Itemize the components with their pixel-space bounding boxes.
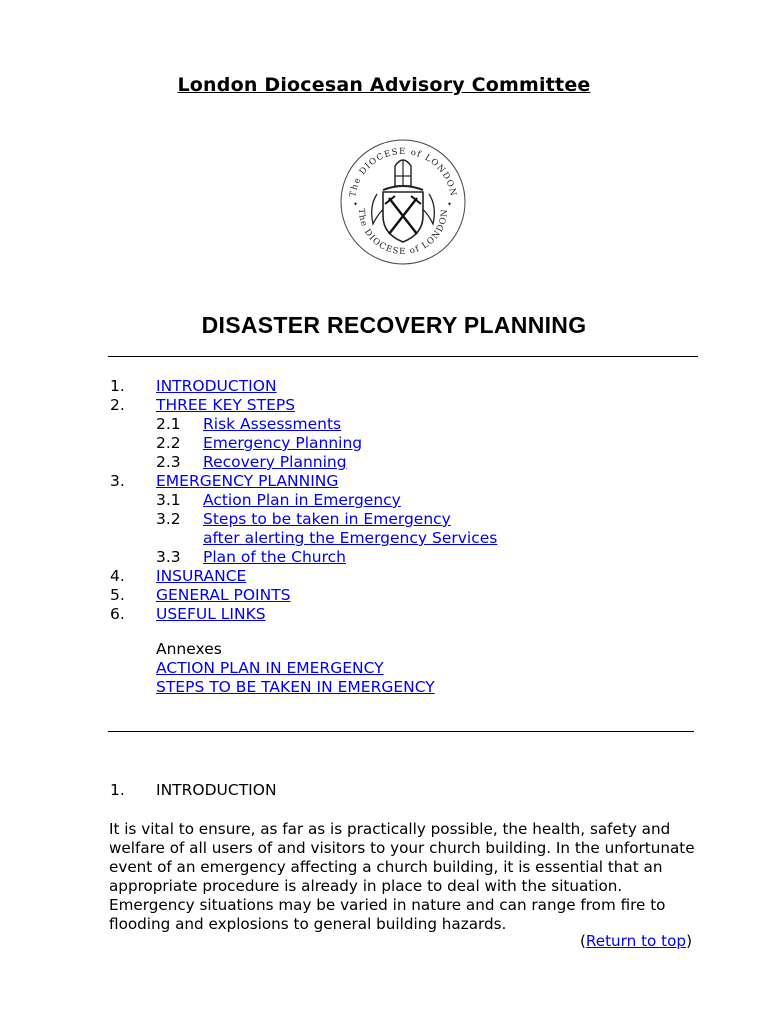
toc-number: 2.1 bbox=[156, 415, 181, 433]
toc-number: 3.2 bbox=[156, 510, 181, 528]
return-to-top-line bbox=[580, 932, 692, 951]
toc-number: 5. bbox=[110, 586, 125, 604]
organization-heading: London Diocesan Advisory Committee bbox=[177, 74, 591, 96]
return-to-top-link[interactable]: Return to top bbox=[585, 932, 687, 950]
annex-link-steps-in-emergency[interactable]: STEPS TO BE TAKEN IN EMERGENCY bbox=[156, 678, 435, 696]
return-close-paren: ) bbox=[686, 932, 692, 950]
toc-link-risk-assessments[interactable]: Risk Assessments bbox=[203, 415, 342, 433]
toc-link-action-plan[interactable]: Action Plan in Emergency bbox=[203, 491, 401, 509]
svg-text:The DIOCESE of LONDON: The DIOCESE of LONDON bbox=[355, 208, 451, 258]
toc-link-emergency-planning-section[interactable]: EMERGENCY PLANNING bbox=[156, 472, 339, 490]
introduction-paragraph: It is vital to ensure, as far as is practically possible, the health, safety and welfare of all users of and visitors to your church building. In the unfortunate event of an emergency affecting a church building, it is essential that an appropriate procedure is already in place to deal with the situation. Emergency situations may be varied in nature and can range from fire to flooding and explosions to general building hazards. bbox=[109, 820, 695, 933]
toc-link-useful-links[interactable]: USEFUL LINKS bbox=[156, 605, 266, 623]
title-divider bbox=[108, 356, 698, 357]
toc-divider bbox=[108, 731, 694, 732]
section-number: 1. bbox=[110, 781, 125, 799]
toc-link-introduction[interactable]: INTRODUCTION bbox=[156, 377, 277, 395]
toc-link-emergency-planning[interactable]: Emergency Planning bbox=[203, 434, 363, 452]
toc-number: 4. bbox=[110, 567, 125, 585]
toc-link-plan-of-church[interactable]: Plan of the Church bbox=[203, 548, 346, 566]
svg-text:The DIOCESE of LONDON: The DIOCESE of LONDON bbox=[348, 146, 458, 198]
toc-number: 3.3 bbox=[156, 548, 181, 566]
document-title: DISASTER RECOVERY PLANNING bbox=[201, 312, 587, 338]
annexes-label: Annexes bbox=[156, 640, 222, 658]
toc-number: 3.1 bbox=[156, 491, 181, 509]
return-open-paren: ( bbox=[579, 932, 586, 950]
toc-link-insurance[interactable]: INSURANCE bbox=[156, 567, 247, 585]
section-heading-introduction: INTRODUCTION bbox=[156, 781, 277, 799]
toc-number: 2. bbox=[110, 396, 125, 414]
toc-link-steps-in-emergency-continued[interactable]: after alerting the Emergency Services bbox=[203, 529, 498, 547]
toc-number: 3. bbox=[110, 472, 125, 490]
toc-link-three-key-steps[interactable]: THREE KEY STEPS bbox=[156, 396, 296, 414]
diocese-seal-logo bbox=[339, 136, 467, 268]
toc-number: 2.3 bbox=[156, 453, 181, 471]
toc-number: 6. bbox=[110, 605, 125, 623]
svg-text:✦: ✦ bbox=[447, 201, 453, 208]
toc-link-recovery-planning[interactable]: Recovery Planning bbox=[203, 453, 347, 471]
toc-number: 2.2 bbox=[156, 434, 181, 452]
toc-number: 1. bbox=[110, 377, 125, 395]
annex-link-action-plan[interactable]: ACTION PLAN IN EMERGENCY bbox=[156, 659, 384, 677]
svg-text:✦: ✦ bbox=[353, 201, 359, 208]
toc-link-general-points[interactable]: GENERAL POINTS bbox=[156, 586, 291, 604]
toc-link-steps-in-emergency[interactable]: Steps to be taken in Emergency bbox=[203, 510, 451, 528]
